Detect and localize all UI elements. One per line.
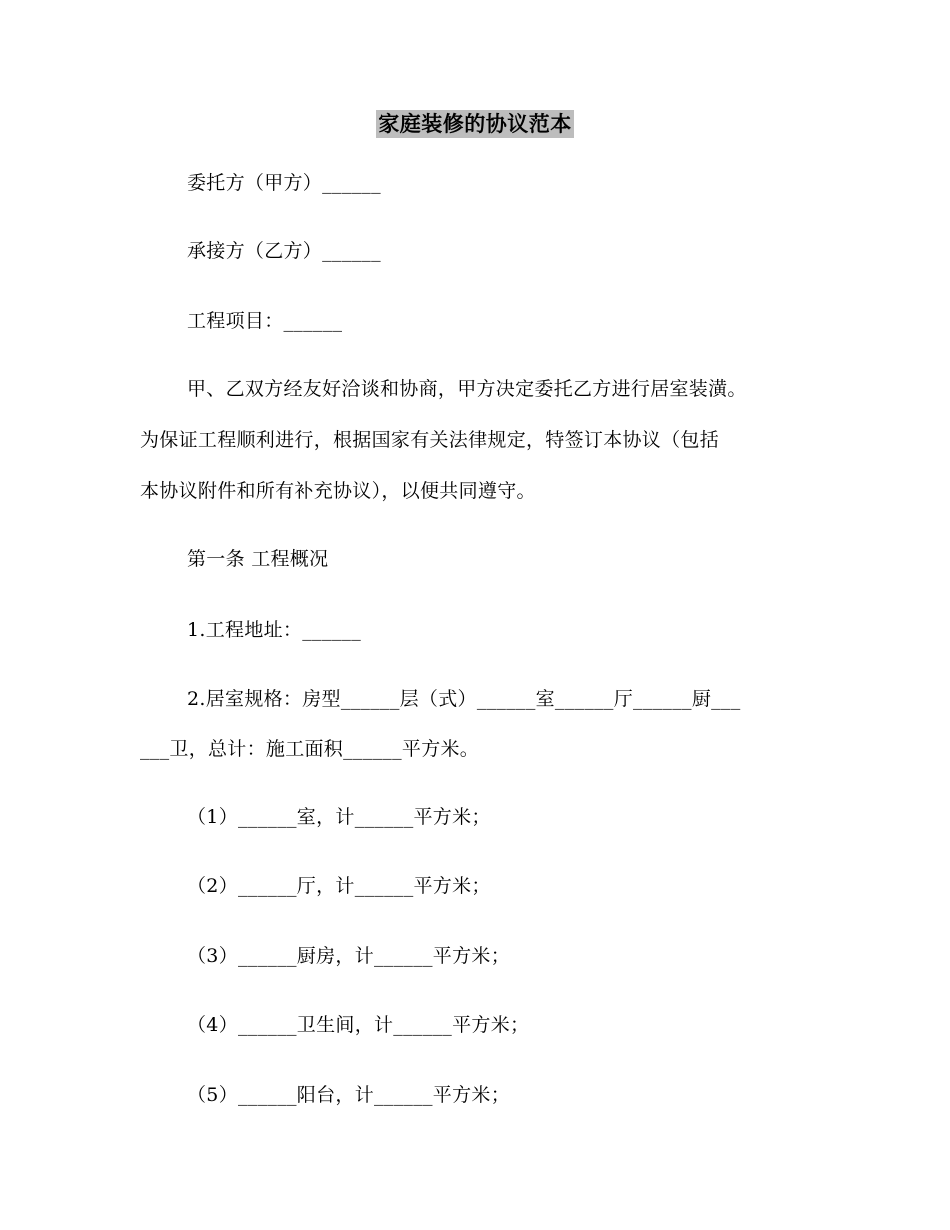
room-spec-line-1: 2.居室规格：房型______层（式）______室______厅______厨___ xyxy=(187,688,741,710)
title-container xyxy=(0,110,950,138)
party-a-line: 委托方（甲方）______ xyxy=(187,172,381,194)
address-line: 1.工程地址：______ xyxy=(187,619,362,641)
room-item-1: （1）______室，计______平方米； xyxy=(187,806,491,828)
document-title: 家庭装修的协议范本 xyxy=(378,111,572,136)
intro-paragraph-line-2: 为保证工程顺利进行，根据国家有关法律规定，特签订本协议（包括 xyxy=(140,429,720,451)
room-item-4: （4）______卫生间，计______平方米； xyxy=(187,1014,530,1036)
project-line: 工程项目：______ xyxy=(187,310,343,332)
room-item-3: （3）______厨房，计______平方米； xyxy=(187,945,510,967)
intro-paragraph-line-1: 甲、乙双方经友好洽谈和协商，甲方决定委托乙方进行居室装潢。 xyxy=(187,378,747,400)
room-item-5: （5）______阳台，计______平方米； xyxy=(187,1084,510,1106)
room-item-2: （2）______厅，计______平方米； xyxy=(187,875,491,897)
party-b-line: 承接方（乙方）______ xyxy=(187,240,381,262)
article-1-heading: 第一条 工程概况 xyxy=(187,548,329,570)
intro-paragraph-line-3: 本协议附件和所有补充协议），以便共同遵守。 xyxy=(140,480,536,502)
room-spec-line-2: ___卫，总计：施工面积______平方米。 xyxy=(140,738,480,760)
